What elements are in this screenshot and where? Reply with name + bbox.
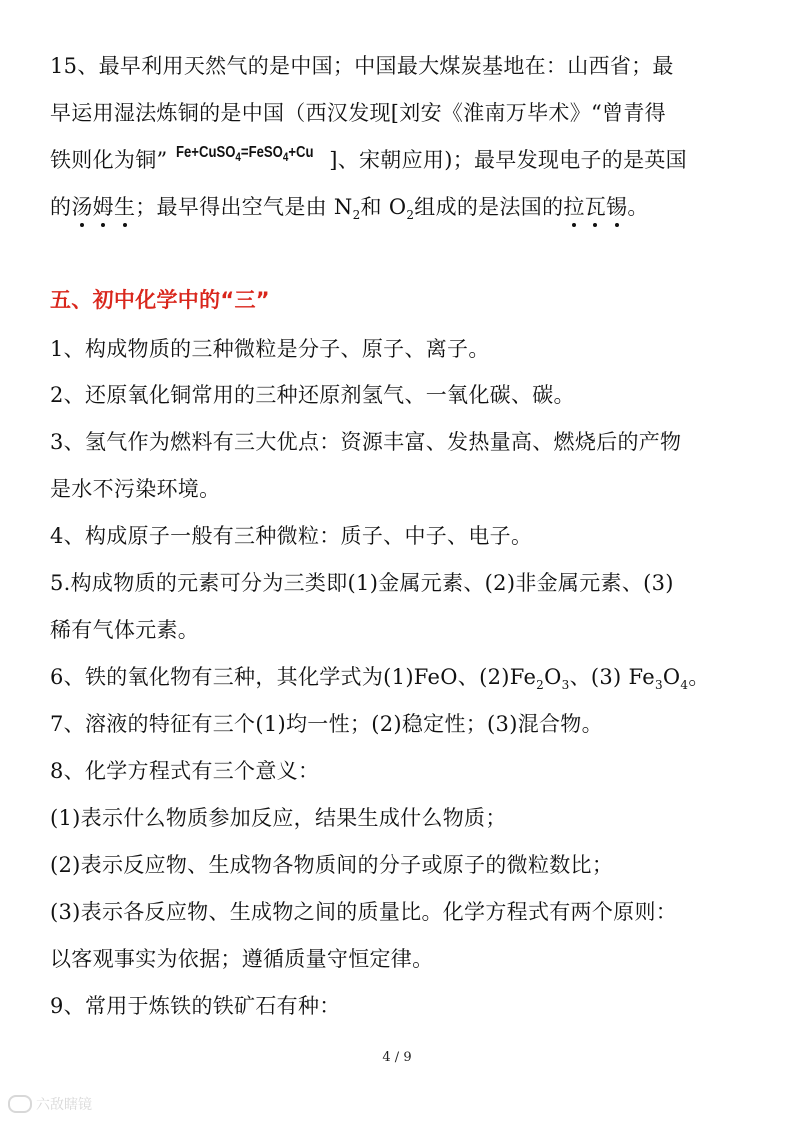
text-segment: O: [544, 665, 562, 689]
text-segment: 6、铁的氧化物有三种，其化学式为(1)FeO、(2)Fe: [50, 665, 537, 689]
formula-subscript: 4: [234, 150, 241, 165]
text-segment: 组成的是法国的: [414, 195, 564, 219]
formula-part: Fe+CuSO: [175, 144, 235, 161]
text-segment: 。: [688, 665, 710, 689]
item-4: 4、构成原子一般有三种微粒：质子、中子、电子。: [50, 524, 533, 548]
formula-subscript: 4: [282, 150, 288, 165]
item-8: 8、化学方程式有三个意义：: [50, 759, 320, 783]
subscript: 3: [561, 678, 570, 693]
paragraph-15-line-2: 早运用湿法炼铜的是中国（西汉发现[刘安《淮南万毕术》“曾青得: [50, 101, 666, 125]
item-8-sub-2: (2)表示反应物、生成物各物质间的分子或原子的微粒数比；: [50, 853, 614, 877]
item-5-line-2: 稀有气体元素。: [50, 618, 200, 642]
subscript: 4: [680, 678, 689, 693]
item-3-line-1: 3、氢气作为燃料有三大优点：资源丰富、发热量高、燃烧后的产物: [50, 430, 682, 454]
subscript: 2: [352, 208, 361, 223]
watermark-logo-icon: [8, 1095, 32, 1113]
text-segment: 。: [627, 195, 649, 219]
emphasis-char: 瓦: [584, 195, 607, 219]
item-3-line-2: 是水不污染环境。: [50, 477, 221, 501]
text-segment: ；最早得出空气是由 N: [135, 195, 353, 219]
watermark-text: 六敌瞎镜: [36, 1097, 92, 1113]
emphasis-char: 生: [113, 195, 136, 219]
item-6: [50, 664, 710, 693]
subscript: 2: [536, 678, 545, 693]
item-2: 2、还原氧化铜常用的三种还原剂氢气、一氧化碳、碳。: [50, 383, 575, 407]
watermark: [8, 1094, 92, 1114]
subscript: 3: [654, 678, 663, 693]
chemical-equation: [176, 140, 313, 166]
subscript: 2: [406, 208, 415, 223]
item-7: 7、溶液的特征有三个(1)均一性；(2)稳定性；(3)混合物。: [50, 712, 603, 736]
emphasis-char: 拉: [563, 195, 585, 219]
text-segment: 、(3) Fe: [569, 665, 655, 689]
item-8-sub-3-line-2: 以客观事实为依据；遵循质量守恒定律。: [50, 947, 434, 971]
paragraph-15-line-1: 15、最早利用天然气的是中国；中国最大煤炭基地在：山西省；最: [50, 54, 674, 78]
item-8-sub-1: (1)表示什么物质参加反应，结果生成什么物质；: [50, 806, 507, 830]
emphasis-char: 汤: [71, 195, 93, 219]
emphasis-char: 姆: [92, 195, 114, 219]
item-5-line-1: 5.构成物质的元素可分为三类即(1)金属元素、(2)非金属元素、(3): [50, 571, 674, 595]
text-segment: 和 O: [360, 195, 407, 219]
formula-part: +Cu: [287, 144, 314, 161]
text-segment: 铁则化为铜”: [50, 148, 168, 172]
emphasis-char: 锡: [606, 195, 628, 219]
text-segment: 的: [50, 195, 72, 219]
page-number: 4 / 9: [382, 1050, 412, 1065]
text-segment: ]、宋朝应用)；最早发现电子的是英国: [329, 148, 687, 172]
item-1: 1、构成物质的三种微粒是分子、原子、离子。: [50, 337, 490, 361]
item-9: 9、常用于炼铁的铁矿石有种：: [50, 994, 341, 1018]
formula-part: =FeSO: [240, 144, 283, 161]
paragraph-15-line-4: [50, 194, 649, 223]
item-8-sub-3-line-1: (3)表示各反应物、生成物之间的质量比。化学方程式有两个原则：: [50, 900, 678, 924]
paragraph-15-line-3: [50, 144, 687, 176]
section-heading: 五、初中化学中的“三”: [50, 288, 270, 312]
text-segment: O: [662, 665, 681, 689]
